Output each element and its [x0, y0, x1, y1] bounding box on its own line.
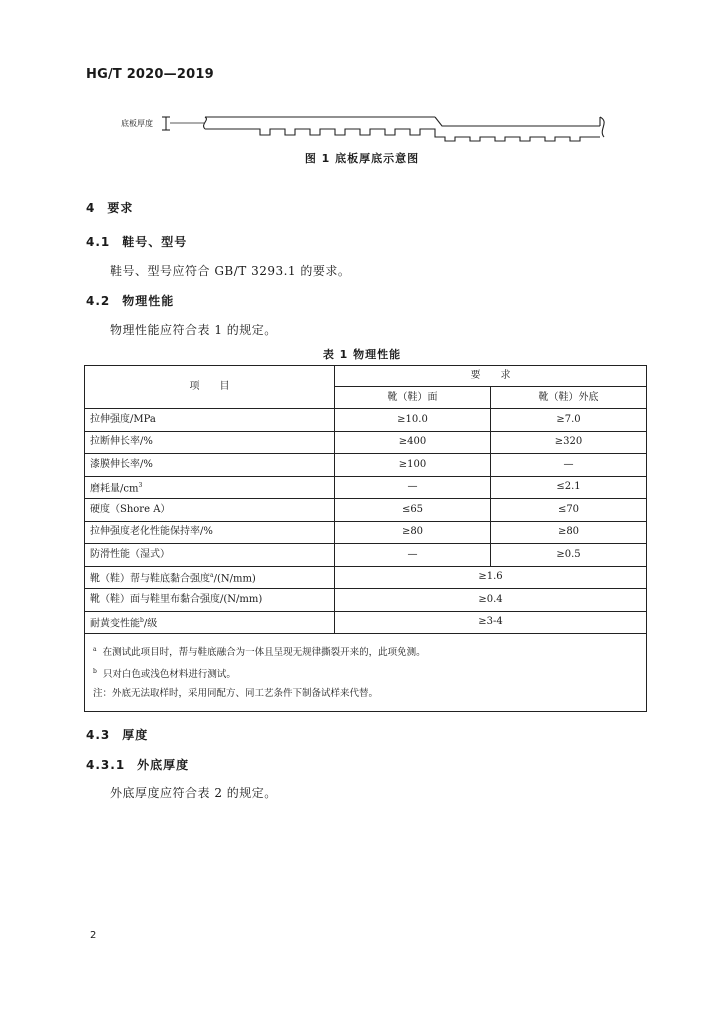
- figure-thickness-label: 底板厚度: [121, 119, 153, 128]
- section-title: 要求: [107, 201, 134, 215]
- row-item-text: 磨耗量/cm: [90, 482, 139, 494]
- table-notes-row: [85, 634, 647, 712]
- section-title: 物理性能: [122, 294, 175, 308]
- row-item: 硬度（Shore A）: [85, 499, 335, 522]
- table-note: [93, 662, 638, 684]
- section-number: 4: [86, 201, 96, 215]
- note-text: 只对白色或浅色材料进行测试。: [102, 669, 236, 681]
- section-4-3-heading: [86, 726, 148, 743]
- section-title: 厚度: [122, 728, 149, 742]
- row-merged-value: ≥0.4: [335, 589, 647, 612]
- row-item-superscript: a: [210, 571, 214, 579]
- row-item-superscript: 3: [138, 481, 143, 489]
- row-sole-value: ≥80: [491, 521, 647, 544]
- row-item: 拉断伸长率/%: [85, 431, 335, 454]
- row-upper-value: ≥400: [335, 431, 491, 454]
- section-number: 4.2: [86, 294, 111, 308]
- row-upper-value: —: [335, 544, 491, 567]
- note-mark: a: [93, 646, 97, 653]
- table-row-merged: [85, 611, 647, 634]
- row-sole-value: ≥320: [491, 431, 647, 454]
- section-number: 4.3.1: [86, 758, 126, 772]
- table-row-merged: [85, 566, 647, 589]
- section-4-3-1-text: 外底厚度应符合表 2 的规定。: [110, 786, 277, 800]
- section-4-1-text: 鞋号、型号应符合 GB/T 3293.1 的要求。: [110, 264, 351, 278]
- row-upper-value: ≥100: [335, 454, 491, 477]
- row-upper-value: ≤65: [335, 499, 491, 522]
- table-note: [93, 684, 638, 703]
- row-merged-value: ≥1.6: [335, 566, 647, 589]
- standard-code: HG/T 2020—2019: [86, 67, 214, 82]
- row-item: 拉伸强度老化性能保持率/%: [85, 521, 335, 544]
- row-item: 防滑性能（湿式）: [85, 544, 335, 567]
- header-requirement: 要 求: [335, 366, 647, 387]
- row-upper-value: ≥80: [335, 521, 491, 544]
- table-row: [85, 521, 647, 544]
- table-note: [93, 640, 638, 662]
- table-row: [85, 454, 647, 477]
- row-merged-value: ≥3-4: [335, 611, 647, 634]
- row-item-unit: /(N/mm): [213, 572, 256, 584]
- table-1-title: 表 1 物理性能: [322, 348, 402, 361]
- row-item: 漆膜伸长率/%: [85, 454, 335, 477]
- note-text: 注：外底无法取样时，采用同配方、同工艺条件下制备试样来代替。: [93, 688, 379, 700]
- table-row-merged: [85, 589, 647, 612]
- row-sole-value: ≤70: [491, 499, 647, 522]
- table-row: [85, 544, 647, 567]
- section-number: 4.3: [86, 728, 111, 742]
- figure-caption: 图 1 底板厚底示意图: [304, 152, 420, 165]
- table-row: [85, 409, 647, 432]
- row-item: [85, 611, 335, 634]
- note-mark: b: [93, 668, 97, 676]
- table-row: [85, 499, 647, 522]
- table-row: [85, 476, 647, 499]
- row-item-superscript: b: [140, 616, 144, 624]
- header-sole: 靴（鞋）外底: [491, 387, 647, 409]
- section-4-heading: [86, 199, 133, 216]
- row-item: 靴（鞋）面与鞋里布黏合强度/(N/mm): [85, 589, 335, 612]
- row-sole-value: ≥7.0: [491, 409, 647, 432]
- row-upper-value: —: [335, 476, 491, 499]
- row-upper-value: ≥10.0: [335, 409, 491, 432]
- row-item: [85, 566, 335, 589]
- table-row: [85, 431, 647, 454]
- physical-properties-table: [84, 365, 647, 712]
- header-upper: 靴（鞋）面: [335, 387, 491, 409]
- row-item-unit: /级: [143, 617, 158, 629]
- section-4-2-heading: [86, 292, 174, 309]
- row-sole-value: ≤2.1: [491, 476, 647, 499]
- section-title: 鞋号、型号: [122, 235, 188, 249]
- section-4-3-1-heading: [86, 756, 189, 773]
- section-4-2-text: 物理性能应符合表 1 的规定。: [110, 323, 277, 337]
- row-item: 拉伸强度/MPa: [85, 409, 335, 432]
- row-item: [85, 476, 335, 499]
- header-item: 项 目: [85, 366, 335, 409]
- page-number: 2: [90, 930, 97, 941]
- section-title: 外底厚度: [137, 758, 190, 772]
- row-sole-value: ≥0.5: [491, 544, 647, 567]
- table-notes: [85, 634, 647, 712]
- sole-thickness-diagram: [110, 108, 620, 148]
- section-number: 4.1: [86, 235, 111, 249]
- row-sole-value: —: [491, 454, 647, 477]
- section-4-1-heading: [86, 233, 187, 250]
- note-text: 在测试此项目时，帮与鞋底融合为一体且呈现无规律撕裂开来的，此项免测。: [102, 647, 426, 659]
- table-header-row: [85, 366, 647, 387]
- row-item-text: 靴（鞋）帮与鞋底黏合强度: [90, 572, 210, 584]
- row-item-text: 耐黄变性能: [90, 617, 140, 629]
